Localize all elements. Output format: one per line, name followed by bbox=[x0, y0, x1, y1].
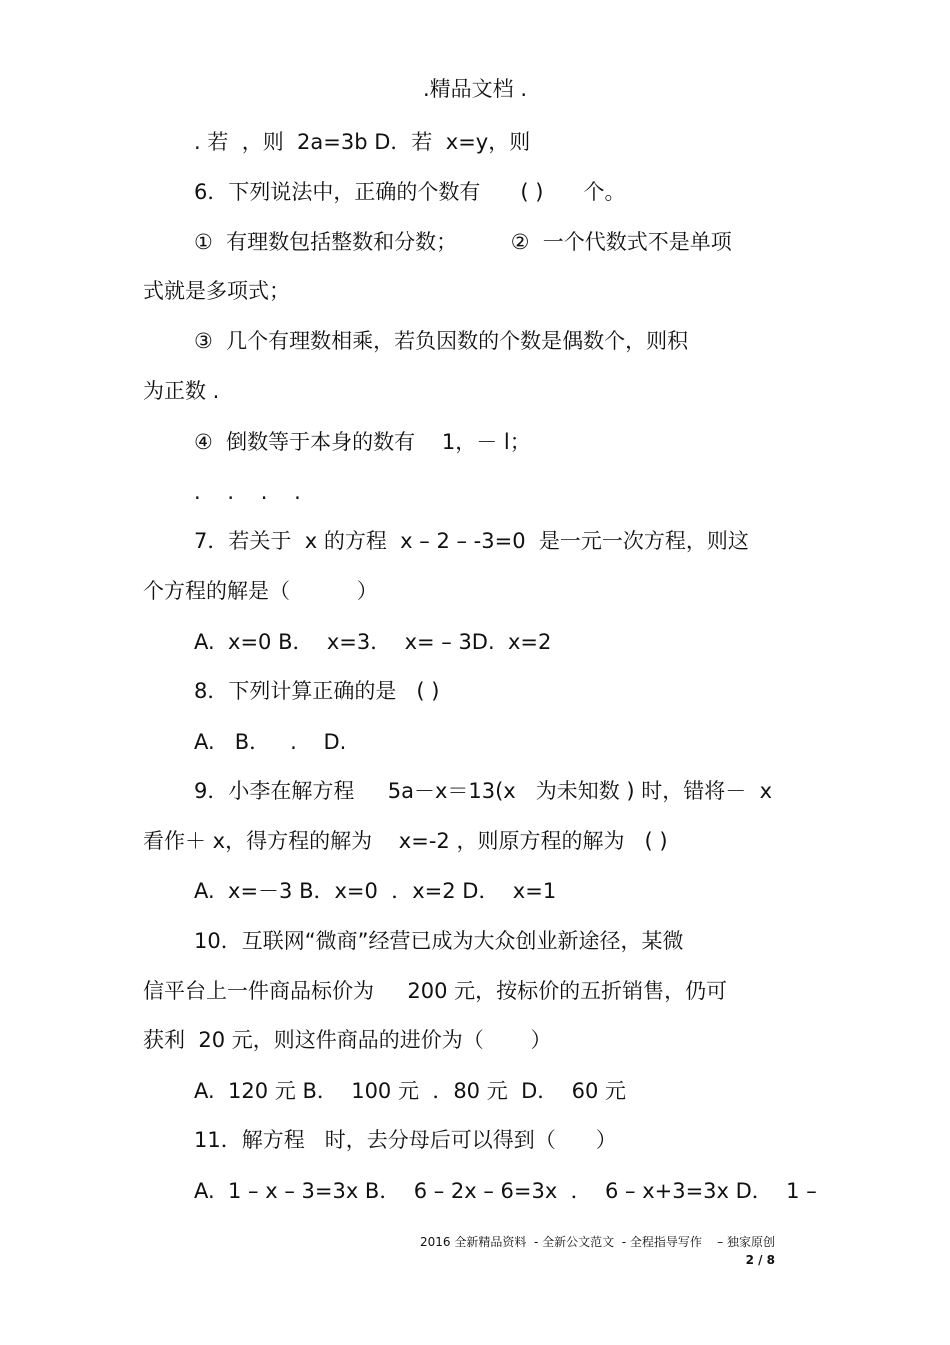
statement-3: ③ 几个有理数相乘，若负因数的个数是偶数个，则积 bbox=[194, 329, 689, 353]
question-9: 9．小李在解方程 5a－x＝13(x 为未知数 ) 时，错将－ x bbox=[194, 779, 773, 803]
page-number: 2 / 8 bbox=[745, 1253, 775, 1267]
statement-3-cont: 为正数 . bbox=[143, 379, 220, 403]
question-8: 8．下列计算正确的是 ( ) bbox=[194, 679, 440, 703]
options-10: A. 120 元 B． 100 元 ．80 元 D． 60 元 bbox=[194, 1079, 626, 1103]
options-dots: . . . . bbox=[194, 480, 301, 504]
statement-4: ④ 倒数等于本身的数有 1，－ l； bbox=[194, 430, 531, 454]
question-10-cont-2: 获利 20 元，则这件商品的进价为（ ） bbox=[143, 1028, 552, 1052]
question-11: 11．解方程 时，去分母后可以得到（ ） bbox=[194, 1128, 617, 1152]
question-6: 6．下列说法中，正确的个数有 ( ) 个。 bbox=[194, 180, 626, 204]
options-8: A. B． . D. bbox=[194, 730, 347, 754]
footer-text: 2016 全新精品资料 - 全新公文范文 - 全程指导写作 – 独家原创 bbox=[420, 1235, 775, 1249]
question-7: 7．若关于 x 的方程 x – 2 – -3=0 是一元一次方程，则这 bbox=[194, 529, 749, 553]
options-11: A. 1 – x – 3=3x B． 6 – 2x – 6=3x ． 6 – x+3=3x D． 1 – bbox=[194, 1179, 817, 1203]
question-9-cont: 看作＋ x，得方程的解为 x=-2 ，则原方程的解为 ( ) bbox=[143, 829, 668, 853]
question-10-cont-1: 信平台上一件商品标价为 200 元，按标价的五折销售，仍可 bbox=[143, 979, 728, 1003]
statement-2-cont: 式就是多项式； bbox=[143, 279, 290, 303]
question-7-cont: 个方程的解是（ ） bbox=[143, 579, 378, 603]
question-10: 10．互联网“微商”经营已成为大众创业新途径，某微 bbox=[194, 929, 684, 953]
page-header-title: .精品文档 . bbox=[422, 77, 528, 101]
options-7: A. x=0 B． x=3． x= – 3D. x=2 bbox=[194, 630, 552, 654]
text-line-1: . 若 ，则 2a=3b D．若 x=y，则 bbox=[194, 130, 531, 154]
statement-1-2: ① 有理数包括整数和分数； ② 一个代数式不是单项 bbox=[194, 230, 732, 254]
options-9: A. x=－3 B．x=0 ．x=2 D． x=1 bbox=[194, 879, 557, 903]
